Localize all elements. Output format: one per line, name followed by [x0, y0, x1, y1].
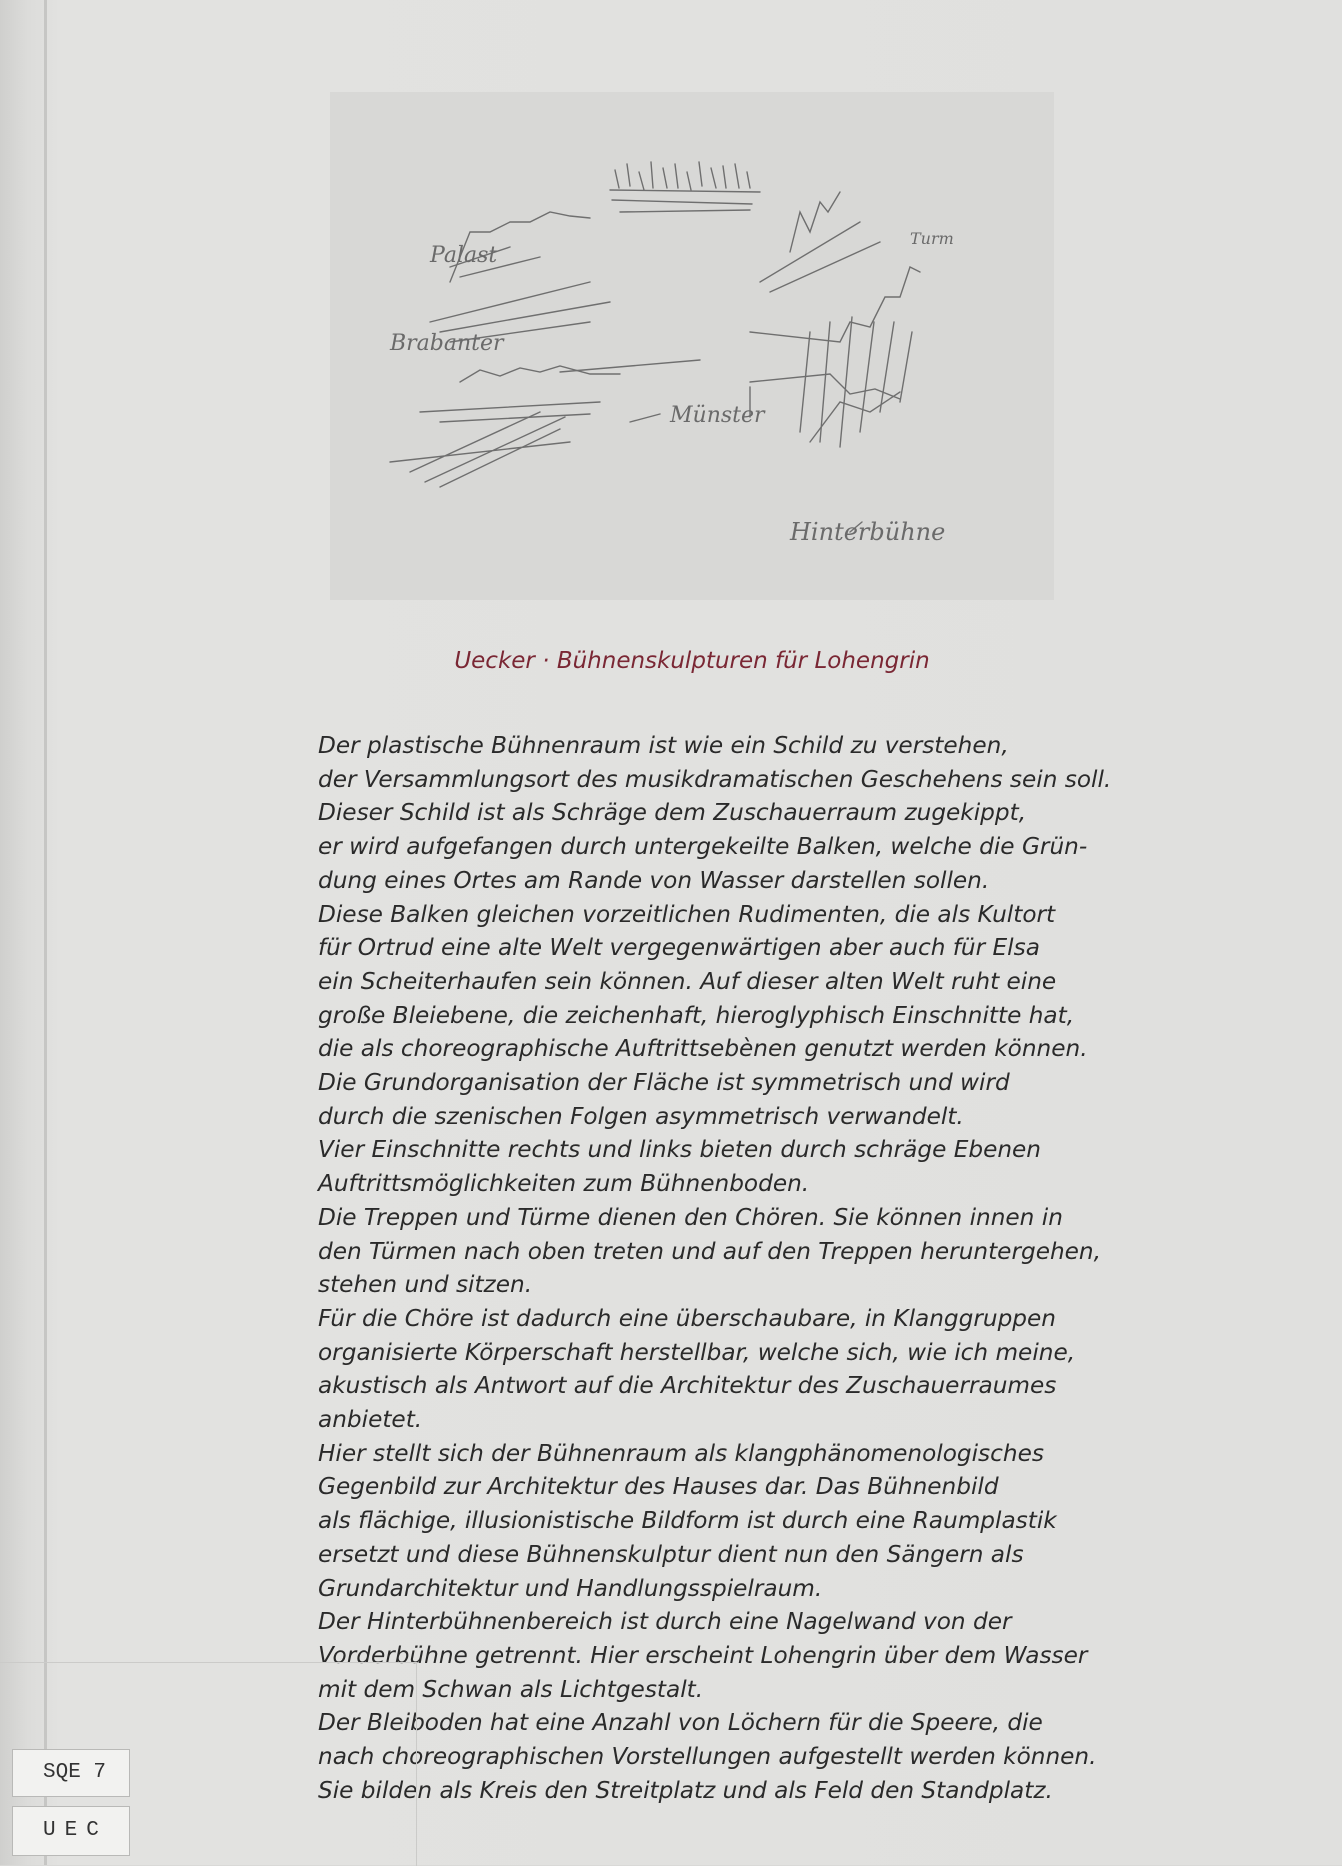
text-line: Vorderbühne getrennt. Hier erscheint Lohengrin über dem Wasser	[318, 1641, 1088, 1669]
pencil-sketch	[330, 92, 1054, 600]
text-line: Diese Balken gleichen vorzeitlichen Rudimenten, die als Kultort	[318, 900, 1056, 928]
text-line: er wird aufgefangen durch untergekeilte Balken, welche die Grün-	[318, 833, 1088, 861]
text-line: die als choreographische Auftrittsebènen genutzt werden können.	[318, 1035, 1088, 1063]
text-line: organisierte Körperschaft herstellbar, welche sich, wie ich meine,	[318, 1338, 1076, 1366]
sketch-label-palast: Palast	[430, 243, 498, 268]
text-line: dung eines Ortes am Rande von Wasser darstellen sollen.	[318, 866, 990, 894]
text-line: Dieser Schild ist als Schräge dem Zuschauerraum zugekippt,	[318, 799, 1027, 827]
text-line: Die Grundorganisation der Fläche ist symmetrisch und wird	[318, 1069, 1010, 1097]
text-line: Hier stellt sich der Bühnenraum als klangphänomenologisches	[318, 1439, 1044, 1467]
caption-separator: ·	[534, 648, 557, 674]
sketch-label-brabanter: Brabanter	[390, 331, 504, 356]
text-line: Gegenbild zur Architektur des Hauses dar. Das Bühnenbild	[318, 1473, 999, 1501]
sketch-floor-lines	[560, 360, 862, 532]
text-line: für Ortrud eine alte Welt vergegenwärtigen aber auch für Elsa	[318, 934, 1040, 962]
caption-author: Uecker	[454, 648, 535, 674]
text-line: ersetzt und diese Bühnenskulptur dient nun den Sängern als	[318, 1540, 1024, 1568]
text-line: stehen und sitzen.	[318, 1271, 533, 1299]
text-line: Grundarchitektur und Handlungsspielraum.	[318, 1574, 823, 1602]
sketch-label-muenster: Münster	[670, 403, 765, 428]
text-line: anbietet.	[318, 1406, 423, 1434]
cover-caption	[330, 648, 1054, 674]
text-line: Der plastische Bühnenraum ist wie ein Schild zu verstehen,	[318, 732, 1009, 759]
sketch-right-stairs	[750, 192, 920, 447]
text-line: nach choreographischen Vorstellungen aufgestellt werden können.	[318, 1743, 1097, 1771]
text-line: akustisch als Antwort auf die Architektur des Zuschauerraumes	[318, 1372, 1057, 1400]
sketch-label-turm: Turm	[910, 229, 954, 248]
text-line: als flächige, illusionistische Bildform ist durch eine Raumplastik	[318, 1507, 1057, 1535]
text-line: der Versammlungsort des musikdramatischen Geschehens sein soll.	[318, 765, 1112, 793]
sketch-top-hatching	[610, 162, 760, 212]
text-line: durch die szenischen Folgen asymmetrisch verwandelt.	[318, 1102, 964, 1130]
text-line: Sie bilden als Kreis den Streitplatz und als Feld den Standplatz.	[318, 1776, 1053, 1804]
text-line: Die Treppen und Türme dienen den Chören. Sie können innen in	[318, 1203, 1063, 1231]
caption-title: Bühnenskulpturen für Lohengrin	[556, 648, 930, 674]
text-line: Auftrittsmöglichkeiten zum Bühnenboden.	[318, 1170, 810, 1198]
text-line: ein Scheiterhaufen sein können. Auf dieser alten Welt ruht eine	[318, 967, 1057, 995]
spine-edge	[44, 0, 47, 1865]
text-line: Für die Chöre ist dadurch eine überschaubare, in Klanggruppen	[318, 1304, 1056, 1332]
sketch-drawing	[330, 92, 1054, 600]
text-line: den Türmen nach oben treten und auf den Treppen heruntergehen,	[318, 1237, 1101, 1265]
text-line: Der Hinterbühnenbereich ist durch eine Nagelwand von der	[318, 1608, 1012, 1636]
library-label-line1: SQE 7	[12, 1749, 130, 1797]
sketch-label-hinterbuehne: Hinterbühne	[790, 518, 946, 546]
text-line: Der Bleiboden hat eine Anzahl von Löchern für die Speere, die	[318, 1709, 1043, 1737]
library-label-line2: UEC	[12, 1806, 130, 1856]
cover-text	[318, 729, 1112, 1808]
text-line: große Bleiebene, die zeichenhaft, hieroglyphisch Einschnitte hat,	[318, 1001, 1075, 1029]
text-line: mit dem Schwan als Lichtgestalt.	[318, 1675, 704, 1703]
text-line: Vier Einschnitte rechts und links bieten durch schräge Ebenen	[318, 1136, 1042, 1164]
